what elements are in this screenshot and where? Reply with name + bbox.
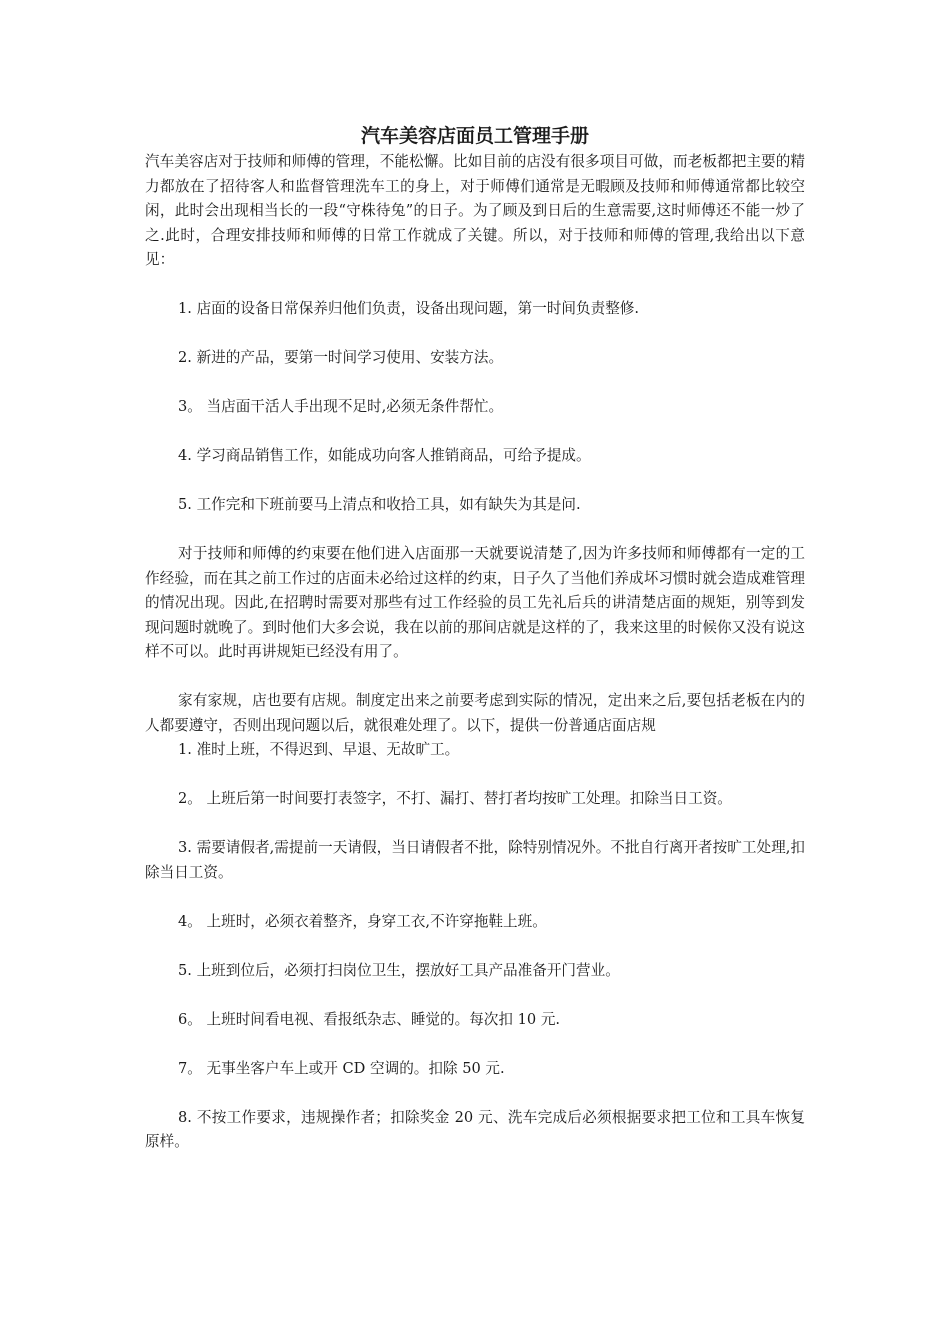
rule-item: 5. 上班到位后，必须打扫岗位卫生，摆放好工具产品准备开门营业。 (178, 961, 620, 979)
spacer (145, 469, 805, 494)
spacer (145, 420, 805, 445)
spacer (145, 812, 805, 837)
duty-item: 4. 学习商品销售工作，如能成功向客人推销商品，可给予提成。 (178, 447, 591, 464)
spacer (145, 1081, 805, 1106)
spacer (145, 763, 805, 788)
spacer (145, 273, 805, 298)
duty-item: 1. 店面的设备日常保养归他们负责，设备出现问题，第一时间负责整修. (178, 300, 640, 317)
duty-item: 3。 当店面干活人手出现不足时,必须无条件帮忙。 (178, 398, 504, 415)
document-page (145, 122, 805, 1155)
spacer (145, 1032, 805, 1057)
rule-item: 7。 无事坐客户车上或开 CD 空调的。扣除 50 元. (178, 1059, 505, 1077)
duty-item: 2. 新进的产品，要第一时间学习使用、安装方法。 (178, 349, 504, 366)
spacer (145, 665, 805, 690)
rule-item: 2。 上班后第一时间要打表签字，不打、漏打、替打者均按旷工处理。扣除当日工资。 (178, 790, 732, 807)
spacer (145, 885, 805, 910)
spacer (145, 518, 805, 543)
rule-item: 3. 需要请假者,需提前一天请假，当日请假者不批，除特别情况外。不批自行离开者按旷工处理,扣除当日工资。 (145, 839, 805, 881)
rule-item: 8. 不按工作要求，违规操作者；扣除奖金 20 元、洗车完成后必须根据要求把工位和工具车恢复原样。 (145, 1108, 805, 1150)
spacer (145, 983, 805, 1008)
spacer (145, 934, 805, 959)
duty-item: 5. 工作完和下班前要马上清点和收拾工具，如有缺失为其是问. (178, 496, 581, 513)
body-paragraph: 家有家规，店也要有店规。制度定出来之前要考虑到实际的情况，定出来之后,要包括老板在内的人都要遵守，否则出现问题以后，就很难处理了。以下，提供一份普通店面店规 (145, 692, 805, 734)
document-title: 汽车美容店面员工管理手册 (360, 125, 589, 147)
body-paragraph: 对于技师和师傅的约束要在他们进入店面那一天就要说清楚了,因为许多技师和师傅都有一定的工作经验，而在其之前工作过的店面未必给过这样的约束，日子久了当他们养成坏习惯时就会造成难管理的情况出现。因此,在招聘时需要对那些有过工作经验的员工先礼后兵的讲清楚店面的规矩，别等到发现问题时就晚了。到时他们大多会说，我在以前的那间店就是这样的了，我来这里的时候你又没有说这样不可以。此时再讲规矩已经没有用了。 (145, 545, 805, 660)
spacer (145, 322, 805, 347)
rule-item: 6。 上班时间看电视、看报纸杂志、睡觉的。每次扣 10 元. (178, 1010, 561, 1028)
intro-paragraph: 汽车美容店对于技师和师傅的管理，不能松懈。比如目前的店没有很多项目可做，而老板都把主要的精力都放在了招待客人和监督管理洗车工的身上，对于师傅们通常是无暇顾及技师和师傅通常都比较空闲，此时会出现相当长的一段“守株待兔”的日子。为了顾及到日后的生意需要,这时师傅还不能一炒了之.此时，合理安排技师和师傅的日常工作就成了关键。所以，对于技师和师傅的管理,我给出以下意见： (145, 153, 805, 268)
rule-item: 1. 准时上班，不得迟到、早退、无故旷工。 (178, 741, 460, 758)
rule-item: 4。 上班时，必须衣着整齐，身穿工衣,不许穿拖鞋上班。 (178, 912, 547, 930)
spacer (145, 371, 805, 396)
